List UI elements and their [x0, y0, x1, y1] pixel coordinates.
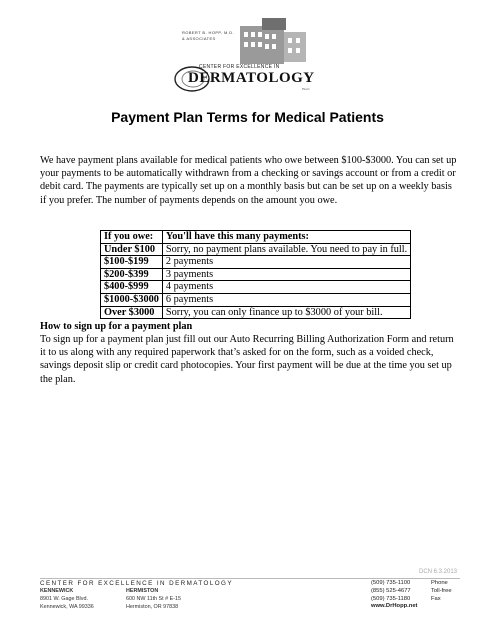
footer-kennewick-line2: Kennewick, WA 99336 [40, 603, 94, 610]
logo-pllc: PLLC [302, 87, 310, 91]
table-cell-payments: Sorry, you can only finance up to $3000 of your bill. [162, 306, 410, 319]
footer-fax-number: (509) 735-1180 [371, 595, 411, 602]
logo-practice-line2: & ASSOCIATES [182, 36, 216, 41]
footer-hermiston-line2: Hermiston, OR 97838 [126, 603, 179, 610]
table-row [101, 306, 411, 319]
table-cell-amount: Under $100 [101, 243, 163, 256]
table-row [101, 293, 411, 306]
footer-tollfree-number: (855) 525-4677 [371, 587, 411, 594]
table-row [101, 256, 411, 269]
table-row [101, 243, 411, 256]
footer-kennewick-line1: 8901 W. Gage Blvd. [40, 595, 88, 602]
payment-terms-table [100, 230, 411, 319]
table-header-row [101, 231, 411, 244]
page-title: Payment Plan Terms for Medical Patients [111, 109, 384, 125]
footer-divider [40, 578, 460, 579]
table-cell-amount: $1000-$3000 [101, 293, 163, 306]
document-code: DCN 6.3.2013 [419, 569, 458, 575]
logo-dermatology-text: DERMATOLOGY [188, 70, 315, 86]
footer-kennewick-address [40, 588, 94, 611]
footer-contact [371, 580, 452, 611]
footer-website-link[interactable]: www.DrHopp.net [371, 603, 418, 610]
table-header-cell: If you owe: [101, 231, 163, 244]
footer-hermiston-line1: 600 NW 11th St # E-15 [126, 595, 182, 602]
table-cell-amount: $200-$399 [101, 268, 163, 281]
table-cell-payments: 3 payments [162, 268, 410, 281]
table-cell-amount: $400-$999 [101, 281, 163, 294]
footer-center-name: CENTER FOR EXCELLENCE IN DERMATOLOGY [40, 580, 233, 587]
table-row [101, 281, 411, 294]
table-header-cell: You'll have this many payments: [162, 231, 410, 244]
footer-hermiston-address [126, 588, 181, 611]
howto-paragraph: To sign up for a payment plan just fill out our Auto Recurring Billing Authorization Form and return it to us along with any required paperwork that’s asked for on the form, such as a voided check, savings deposit slip or credit card photocopies. Your first payment will be due at the time you set up the plan. [40, 334, 454, 385]
table-cell-payments: 4 payments [162, 281, 410, 294]
intro-paragraph: We have payment plans available for medical patients who owe between $100-$3000. You can set up your payments to be automatically withdrawn from a checking or savings account or from a credit or debit card. The payments are typically set up on a monthly basis but can be set up on a weekly basis if you prefer. The number of payments depends on the amount you owe. [40, 155, 457, 206]
table-cell-payments: 6 payments [162, 293, 410, 306]
logo-practice-line1: ROBERT B. HOPP, M.D. [182, 30, 235, 35]
footer-hermiston-label: HERMISTON [126, 588, 159, 594]
table-row [101, 268, 411, 281]
footer-kennewick-label: KENNEWICK [40, 588, 74, 594]
howto-heading: How to sign up for a payment plan [40, 321, 193, 332]
footer-tollfree-label: Toll-free [431, 587, 452, 594]
footer-phone-number: (509) 735-1100 [371, 580, 411, 586]
table-cell-payments: Sorry, no payment plans available. You need to pay in full. [162, 243, 410, 256]
table-cell-amount: $100-$199 [101, 256, 163, 269]
table-cell-amount: Over $3000 [101, 306, 163, 319]
table-cell-payments: 2 payments [162, 256, 410, 269]
logo-center-text: CENTER FOR EXCELLENCE IN [199, 64, 280, 70]
footer-fax-label: Fax [431, 595, 441, 602]
footer-phone-label: Phone [431, 580, 448, 586]
